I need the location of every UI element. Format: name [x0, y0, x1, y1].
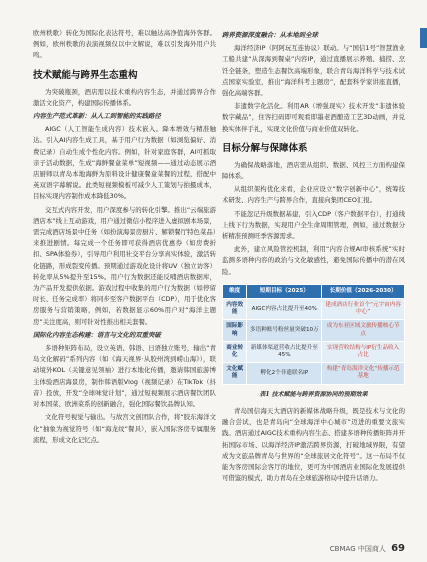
table-cell-dimension: 内容效能 — [223, 299, 247, 320]
paragraph-org: 从组织架构优化来看，企业应设立“数字创新中心”，统筹技术研发、内容生产与跨界合作，直接向集团CEO汇报。 — [222, 185, 405, 205]
subheading-international: 国际化内容生态构建：语言与文化的双重突破 — [33, 330, 161, 339]
table-cell-dimension: 国际影响 — [223, 320, 247, 341]
paragraph-culture-symbols: 文化符号视觉与输出。与故宫文创团队合作，将“胶东海洋文化”抽象为视觉符号（如“海龙纹”餐具），嵌入国际客房专属服务流程，形成文化记忆点。 — [33, 413, 216, 444]
paragraph-heritage: 非遗数字化活化。利用AR（增强现实）技术开发“非遗体验数字藏品”，住客扫码即可观看即墨老酒酿造工艺3D动画，并兑换实体伴手礼，实现文化价值与商业价值双转化。 — [222, 102, 405, 133]
table-cell-dimension: 文化赋能 — [223, 363, 247, 384]
subheading-crossover: 跨界资源深度融合：从本地到全球 — [222, 31, 318, 39]
paragraph-interactive: 交互式内容开发，用户深度参与的转化引擎。推出“云端旅游酒店本”线上互动游戏，用户通过微信小程序进入虚拟剧本场景，需完成酒店场景中任务（如扮演海景房厨片、解锁餐厅特色菜品）来推进剧情。每完成一个任务即可获得酒店优惠券（如房费折扣、SPA体验券），引导用户利用社交平台分享真实体验，激活转化链路，形成裂变传播。预期通过游戏化设计将UV（独立访客）转化率从5%提升至15%。用户行为数据还能反哺酒店数据库，为产品开发提供依据。游戏过程中收集的用户行为数据（如停留时长、任务完成率）将同步至客户数据平台（CDP），用于优化客房服务与营销策略，例如，若数据显示60%用户对“海洋主题房”关注度高，则可针对性推出相关套餐。 — [33, 205, 216, 326]
table-cell-long: 成为东亚区域文旅传播核心节点 — [322, 320, 405, 341]
page-edge-tab — [420, 28, 427, 48]
paragraph-aigc: AIGC（人工智能生成内容）技术嵌入。降本增效与精准触达。引入AI内容生成工具，基于用户行为数据（如浏览偏好、消费记录）自动生成个性化内容。例如，针对家庭客群，AI可抓取亲子活动数据，生成“海鲜餐盒菜单”短视频——通过动态展示酒店厨师以青岛本地海鲜为原料设计健康餐盒菜餐的过程，搭配中英双语字幕解说。此类短视频模板可减少人工策划与拍摄成本，目标实现内容制作成本降低30%。 — [33, 125, 216, 201]
table-header-cell: 短期目标（2025） — [247, 284, 322, 298]
table-caption: 表1 技术赋能与跨界资源协同的预期效果 — [259, 390, 368, 398]
paragraph-ocean-ip: 海洋经济IP（阿阿玩互连协议）联动。与“国信1号”智慧渔业工船共建“从深海到餐桌”内容IP，通过直播展示养殖、捕捞、烹饪全链条，塑造生态餐饮高端形象，联合青岛海洋科学与技术试点国家实验室，推出“海洋科考主题房”，配套科学家讲座直播，强化高端客群。 — [222, 44, 405, 98]
table-cell-short: 新媒体渠道营收占比提升至45% — [247, 341, 322, 362]
table-cell-long: 实现营收结构与IP衍生品收入占比 — [322, 341, 405, 362]
table-row — [223, 341, 405, 362]
table-cell-short: AIGC内容占比提升至40% — [247, 299, 322, 320]
subheading-content-production: 内容生产范式革新：从人工到智能的实践路径 — [33, 112, 161, 121]
paragraph-data: 不能忽记升级数据基建，引入CDP（客户数据平台），打通线上线下行为数据，实现用户全生命周期管理，例如，通过数据分析精准预测旺季客源需求。 — [222, 209, 405, 241]
table-header-cell: 长期价值（2026-2030） — [322, 284, 405, 298]
paragraph-multilingual: 多语种矩阵布局，设立英语、韩语、日语独立账号，输出“青岛文化解码”系列内容（如《海天视界·从胶州湾到崂山海》），联动境外KOL（关键意见领袖）进行本地化传播，邀请韩国旅游博主体验酒店海景房，制作韩语版Vlog（视频记录）在TikTok（抖音）投放，开发“全球味觉计划”，通过短视频展示酒店餐饮团队对本国菜、欧洲菜系的创新融合，强化国际餐饮品牌认知。 — [33, 344, 216, 409]
table-cell-dimension: 商业转化 — [223, 341, 247, 362]
page-number: 69 — [391, 543, 405, 554]
paragraph-risk: 此外，建立风险管控机制，利用“内容合规AI审核系统”实时监测多语种内容的政治与文化敏感性，避免国际传播中的潜在风险。 — [222, 245, 405, 276]
left-column — [33, 28, 216, 448]
table-cell-long: 构建“青岛海洋文化”传播示范基地 — [322, 363, 405, 384]
right-column — [222, 28, 405, 486]
table-cell-short: 多语种账号粉丝量突破10万 — [247, 320, 322, 341]
table-row — [223, 299, 405, 320]
paragraph-conclusion: 青岛国信海天大酒店的新媒体战略升级，既是技术与文化的融合尝试，也是青岛向“全球海洋中心城市”迈进的重要文旅实践。酒店通过AIGC技术重构内容生态、搭建多语种传播矩阵并开拓国际市场、以海洋经济IP激活跨界资源，打破地域界限，有望成为文旅品牌青岛与世界的“全球旅居文化符号”。这一布局不仅能为客房国际会客厅的地位，更可为中国酒店业国际化发展提供可借鉴的模式，助力青岛在全球旅游格局中提升话语力。 — [222, 406, 405, 483]
expected-effects-table — [222, 284, 405, 385]
paragraph-goals-intro: 为确保战略落地，酒店需从组织、数据、风控三方面构建保障体系。 — [222, 160, 405, 181]
table-cell-long: 建成酒店行业首个“元宇宙内容中心” — [322, 299, 405, 320]
table-row — [223, 320, 405, 341]
section-intro: 为突破瓶颈，酒店需以技术重构内容生态，并通过跨界合作激活文化资产，构建国际传播体系。 — [33, 87, 216, 107]
intro-paragraph: 欧州秩歌）转化为国际化表达符号，难以触达高净值海外客群。例如，欧州秩歌的表演视频仅以中文解说，难以引发海外用户共鸣。 — [33, 29, 216, 60]
section-heading-tech: 技术赋能与跨界生态重构 — [33, 69, 138, 81]
section-heading-goals: 目标分解与保障体系 — [222, 142, 308, 154]
table-header-cell: 维度 — [223, 284, 247, 298]
table-header-row — [223, 284, 405, 298]
page-footer — [330, 543, 405, 554]
footer-brand: CBMAG 中国商人 — [329, 545, 386, 553]
table-row — [223, 363, 405, 384]
table-cell-short: 孵化2个非遗联名IP — [247, 363, 322, 384]
